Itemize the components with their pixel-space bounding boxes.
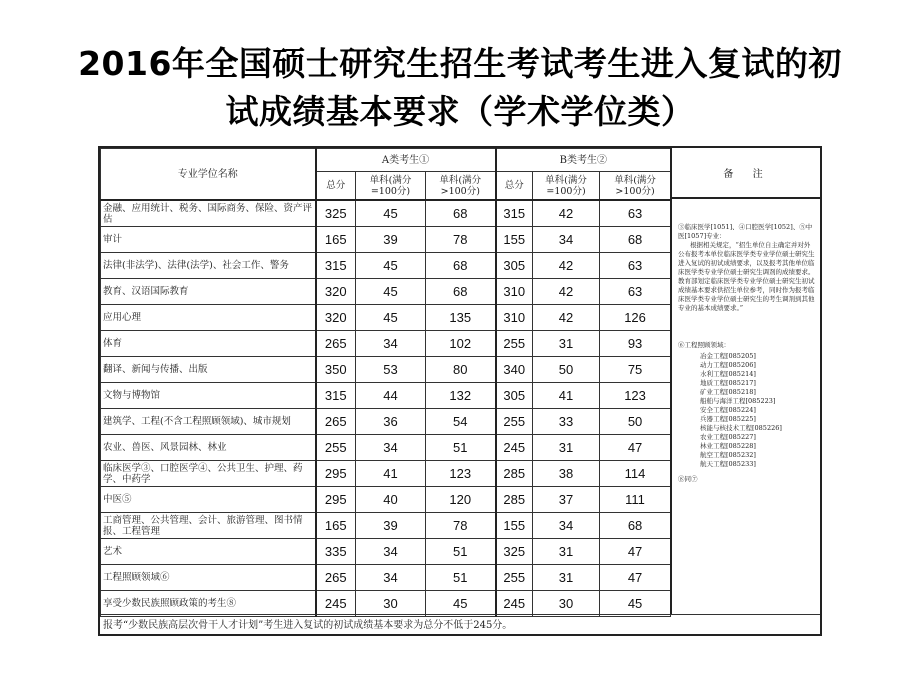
a-single-over100-cell: 78 — [426, 227, 496, 253]
remark-note-engineering: ⑥工程照顾领域： — [678, 341, 730, 349]
b-total-cell: 285 — [496, 487, 533, 513]
table-row — [101, 253, 671, 279]
table-row — [101, 591, 671, 617]
table-row — [101, 409, 671, 435]
table-row — [101, 227, 671, 253]
group-a-header: A类考生① — [316, 149, 496, 172]
a-single100-cell: 41 — [356, 461, 426, 487]
score-table — [100, 148, 671, 617]
major-name-cell: 文物与博物馆 — [101, 383, 316, 409]
a-total-cell: 320 — [316, 279, 356, 305]
b-single100-cell: 30 — [533, 591, 600, 617]
engineering-field-item: 农业工程[085227] — [700, 433, 756, 441]
a-single100-cell: 40 — [356, 487, 426, 513]
a-total-cell: 315 — [316, 383, 356, 409]
a-single100-cell: 45 — [356, 305, 426, 331]
remarks-body — [672, 199, 822, 484]
b-total-cell: 155 — [496, 513, 533, 539]
major-name-cell: 体育 — [101, 331, 316, 357]
a-total-cell: 325 — [316, 200, 356, 227]
b-total-cell: 155 — [496, 227, 533, 253]
b-total-cell: 315 — [496, 200, 533, 227]
name-column-header: 专业学位名称 — [101, 149, 316, 201]
engineering-field-list — [678, 352, 816, 469]
title-line-2: 试成绩基本要求（学术学位类） — [225, 92, 695, 131]
b-single-over100-cell: 123 — [600, 383, 671, 409]
a-single-over100-cell: 135 — [426, 305, 496, 331]
a-single-over100-cell: 80 — [426, 357, 496, 383]
b-single100-header: 单科(满分=100分) — [533, 172, 600, 201]
a-single-over100-cell: 68 — [426, 200, 496, 227]
b-total-cell: 325 — [496, 539, 533, 565]
major-name-cell: 中医⑤ — [101, 487, 316, 513]
major-name-cell: 应用心理 — [101, 305, 316, 331]
b-single-over100-cell: 114 — [600, 461, 671, 487]
b-single100-cell: 37 — [533, 487, 600, 513]
a-single100-header: 单科(满分=100分) — [356, 172, 426, 201]
major-name-cell: 教育、汉语国际教育 — [101, 279, 316, 305]
b-single-over100-cell: 63 — [600, 253, 671, 279]
b-single100-cell: 38 — [533, 461, 600, 487]
b-total-cell: 310 — [496, 305, 533, 331]
table-row — [101, 513, 671, 539]
b-single-over100-cell: 45 — [600, 591, 671, 617]
major-name-cell: 建筑学、工程(不含工程照顾领域)、城市规划 — [101, 409, 316, 435]
b-single-over100-cell: 93 — [600, 331, 671, 357]
major-name-cell: 法律(非法学)、法律(法学)、社会工作、警务 — [101, 253, 316, 279]
b-total-cell: 245 — [496, 435, 533, 461]
engineering-field-item: 动力工程[085206] — [700, 361, 756, 369]
a-single-over100-header: 单科(满分>100分) — [426, 172, 496, 201]
b-single-over100-cell: 63 — [600, 200, 671, 227]
a-single100-cell: 53 — [356, 357, 426, 383]
score-rows — [101, 200, 671, 617]
table-row — [101, 357, 671, 383]
major-name-cell: 享受少数民族照顾政策的考生⑧ — [101, 591, 316, 617]
a-total-cell: 320 — [316, 305, 356, 331]
b-total-cell: 305 — [496, 253, 533, 279]
a-single-over100-cell: 132 — [426, 383, 496, 409]
a-single-over100-cell: 123 — [426, 461, 496, 487]
table-row — [101, 383, 671, 409]
table-footer-note: 报考“少数民族高层次骨干人才计划”考生进入复试的初试成绩基本要求为总分不低于245分。 — [100, 614, 820, 636]
major-name-cell: 工商管理、公共管理、会计、旅游管理、图书情报、工程管理 — [101, 513, 316, 539]
a-total-cell: 265 — [316, 565, 356, 591]
b-total-cell: 310 — [496, 279, 533, 305]
major-name-cell: 工程照顾领域⑥ — [101, 565, 316, 591]
major-name-cell: 农业、兽医、风景园林、林业 — [101, 435, 316, 461]
engineering-field-item: 安全工程[085224] — [700, 406, 756, 414]
a-single100-cell: 30 — [356, 591, 426, 617]
a-total-cell: 265 — [316, 331, 356, 357]
a-single-over100-cell: 102 — [426, 331, 496, 357]
a-total-header: 总分 — [316, 172, 356, 201]
b-single100-cell: 34 — [533, 513, 600, 539]
a-single100-cell: 45 — [356, 279, 426, 305]
b-single100-cell: 41 — [533, 383, 600, 409]
engineering-field-item: 矿业工程[085218] — [700, 388, 756, 396]
b-single-over100-cell: 47 — [600, 435, 671, 461]
a-single-over100-cell: 51 — [426, 539, 496, 565]
remarks-header: 备 注 — [672, 148, 822, 199]
engineering-field-item: 兵器工程[085225] — [700, 415, 756, 423]
b-single100-cell: 31 — [533, 539, 600, 565]
b-single-over100-cell: 75 — [600, 357, 671, 383]
b-single-over100-header: 单科(满分>100分) — [600, 172, 671, 201]
major-name-cell: 艺术 — [101, 539, 316, 565]
a-total-cell: 295 — [316, 461, 356, 487]
remark-note-regulation: 根据相关规定，“招生单位自主确定并对外公布报考本单位临床医学类专业学位硕士研究生进入复试的初试成绩要求，以及报考其他单位临床医学类专业学位硕士研究生调剂的成绩要求。教育部划定临床医学类专业学位硕士研究生初试成绩基本要求供招生单位参考，同时作为报考临床医学类专业学位硕士研究生的考生调剂到其他专业的基本成绩要求。” — [678, 241, 815, 312]
b-single-over100-cell: 50 — [600, 409, 671, 435]
major-name-cell: 审计 — [101, 227, 316, 253]
a-single100-cell: 34 — [356, 539, 426, 565]
b-single100-cell: 42 — [533, 253, 600, 279]
major-name-cell: 临床医学③、口腔医学④、公共卫生、护理、药学、中药学 — [101, 461, 316, 487]
b-total-cell: 255 — [496, 409, 533, 435]
b-single100-cell: 50 — [533, 357, 600, 383]
b-single100-cell: 31 — [533, 331, 600, 357]
a-single100-cell: 45 — [356, 253, 426, 279]
b-total-cell: 340 — [496, 357, 533, 383]
b-single-over100-cell: 126 — [600, 305, 671, 331]
major-name-cell: 金融、应用统计、税务、国际商务、保险、资产评估 — [101, 200, 316, 227]
a-total-cell: 315 — [316, 253, 356, 279]
title-line-1: 2016年全国硕士研究生招生考试考生进入复试的初 — [78, 44, 842, 83]
b-single100-cell: 42 — [533, 200, 600, 227]
b-single-over100-cell: 63 — [600, 279, 671, 305]
table-row — [101, 200, 671, 227]
b-single-over100-cell: 47 — [600, 539, 671, 565]
major-name-cell: 翻译、新闻与传播、出版 — [101, 357, 316, 383]
remark-note-medical: ③临床医学[1051]、④口腔医学[1052]、⑤中医[1057]专业： — [678, 223, 813, 240]
b-single-over100-cell: 68 — [600, 513, 671, 539]
table-row — [101, 487, 671, 513]
b-single100-cell: 42 — [533, 305, 600, 331]
b-total-cell: 285 — [496, 461, 533, 487]
group-b-header: B类考生② — [496, 149, 671, 172]
a-single-over100-cell: 68 — [426, 279, 496, 305]
b-single100-cell: 33 — [533, 409, 600, 435]
engineering-field-item: 冶金工程[085205] — [700, 352, 756, 360]
b-single-over100-cell: 68 — [600, 227, 671, 253]
a-total-cell: 165 — [316, 227, 356, 253]
engineering-field-item: 航天工程[085233] — [700, 460, 756, 468]
a-total-cell: 165 — [316, 513, 356, 539]
engineering-field-item: 林业工程[085228] — [700, 442, 756, 450]
a-single100-cell: 34 — [356, 565, 426, 591]
engineering-field-item: 船舶与海洋工程[085223] — [700, 397, 776, 405]
b-single100-cell: 34 — [533, 227, 600, 253]
a-total-cell: 255 — [316, 435, 356, 461]
b-total-cell: 255 — [496, 331, 533, 357]
a-single100-cell: 34 — [356, 331, 426, 357]
b-total-cell: 255 — [496, 565, 533, 591]
table-row — [101, 279, 671, 305]
a-single-over100-cell: 54 — [426, 409, 496, 435]
table-row — [101, 435, 671, 461]
table-row — [101, 305, 671, 331]
b-total-cell: 245 — [496, 591, 533, 617]
engineering-field-item: 水利工程[085214] — [700, 370, 756, 378]
a-total-cell: 295 — [316, 487, 356, 513]
a-single-over100-cell: 78 — [426, 513, 496, 539]
a-single-over100-cell: 120 — [426, 487, 496, 513]
table-row — [101, 331, 671, 357]
a-single-over100-cell: 68 — [426, 253, 496, 279]
a-single100-cell: 39 — [356, 513, 426, 539]
a-single100-cell: 39 — [356, 227, 426, 253]
b-total-cell: 305 — [496, 383, 533, 409]
b-total-header: 总分 — [496, 172, 533, 201]
a-single100-cell: 36 — [356, 409, 426, 435]
a-single100-cell: 34 — [356, 435, 426, 461]
a-single100-cell: 44 — [356, 383, 426, 409]
engineering-field-item: 核能与核技术工程[085226] — [700, 424, 782, 432]
engineering-field-item: 航空工程[085232] — [700, 451, 756, 459]
remarks-column — [670, 148, 822, 614]
a-total-cell: 265 — [316, 409, 356, 435]
a-single-over100-cell: 51 — [426, 565, 496, 591]
a-total-cell: 350 — [316, 357, 356, 383]
table-row — [101, 565, 671, 591]
b-single100-cell: 42 — [533, 279, 600, 305]
a-total-cell: 245 — [316, 591, 356, 617]
page-title — [0, 40, 920, 136]
score-requirements-sheet — [98, 146, 822, 636]
table-row — [101, 539, 671, 565]
b-single100-cell: 31 — [533, 435, 600, 461]
a-total-cell: 335 — [316, 539, 356, 565]
b-single-over100-cell: 111 — [600, 487, 671, 513]
a-single-over100-cell: 45 — [426, 591, 496, 617]
remark-note-same: ⑧同⑦ — [678, 475, 698, 483]
table-row — [101, 461, 671, 487]
a-single-over100-cell: 51 — [426, 435, 496, 461]
engineering-field-item: 地质工程[085217] — [700, 379, 756, 387]
a-single100-cell: 45 — [356, 200, 426, 227]
b-single-over100-cell: 47 — [600, 565, 671, 591]
b-single100-cell: 31 — [533, 565, 600, 591]
